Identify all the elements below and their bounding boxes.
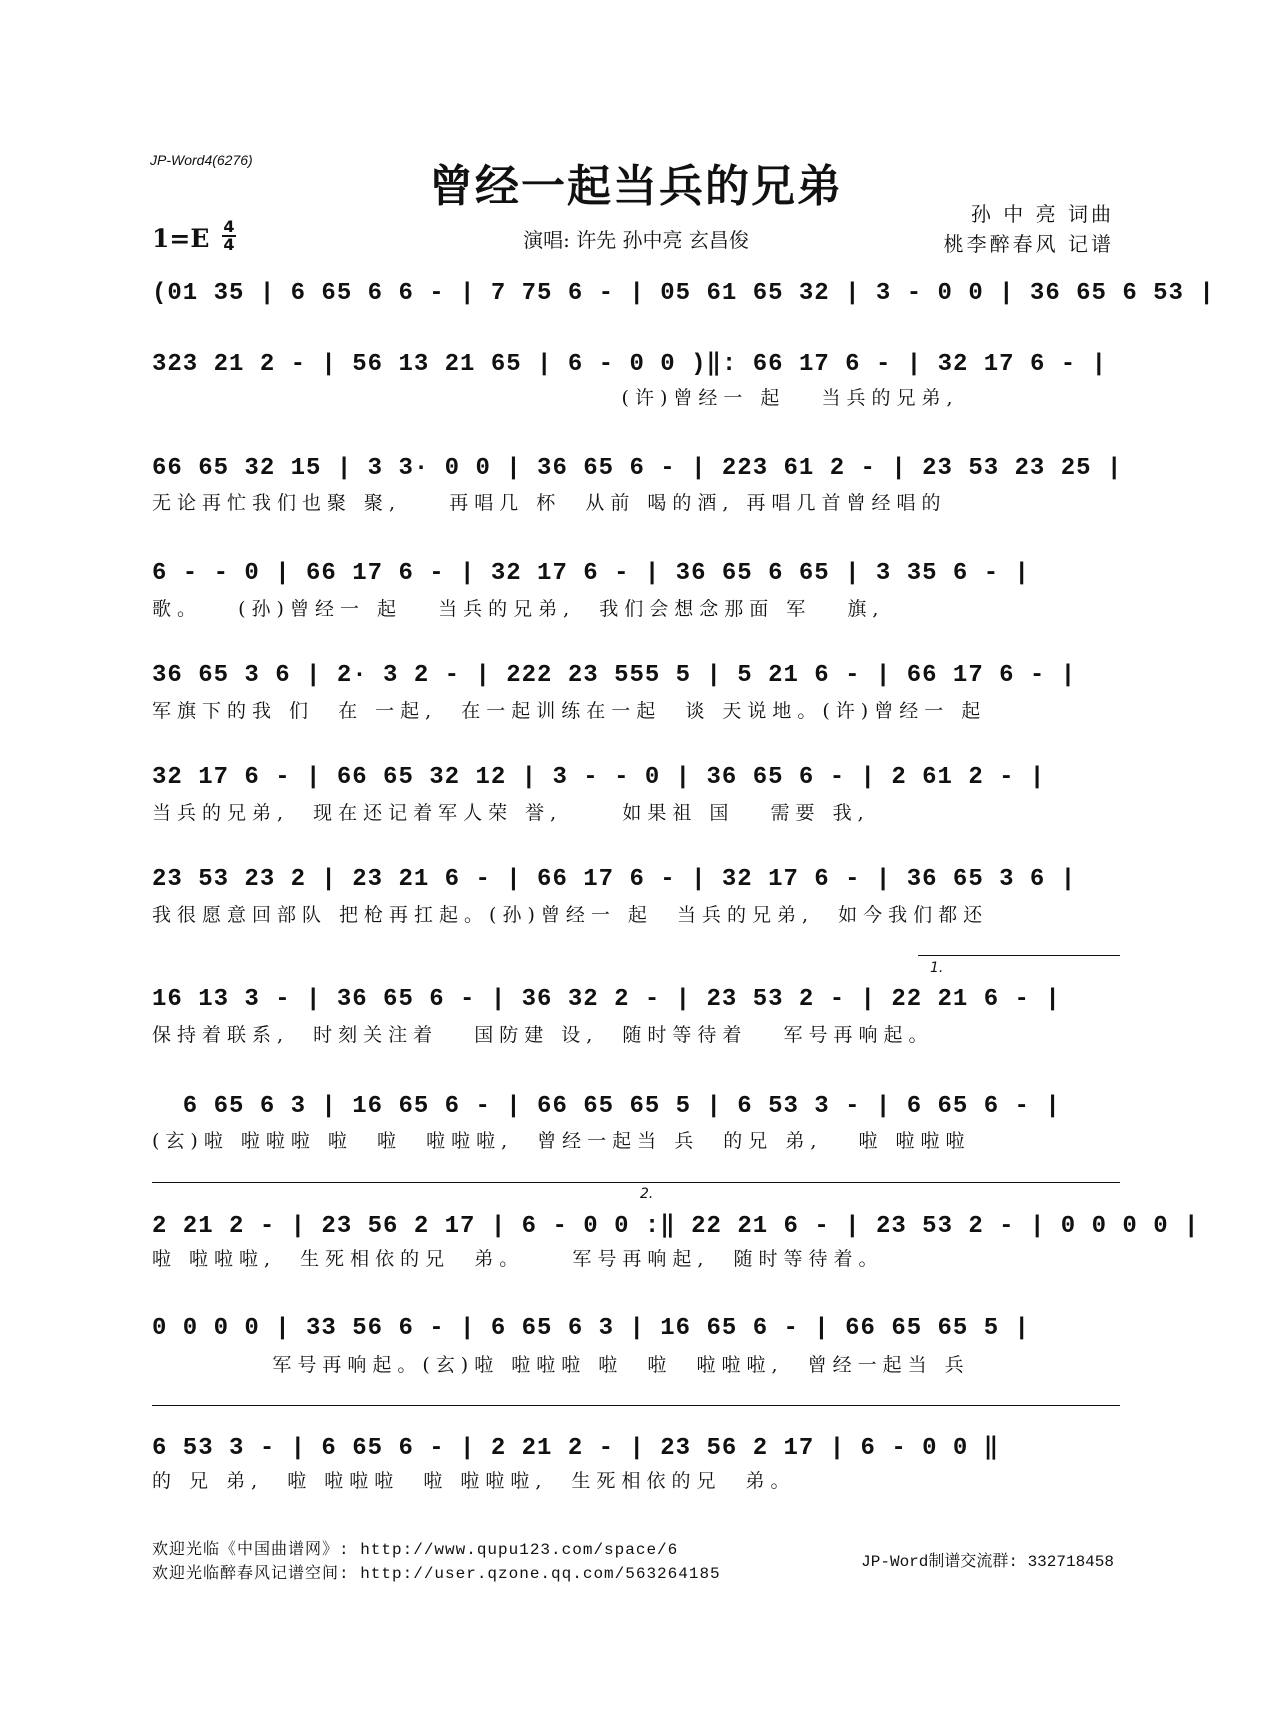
notation-line-7: 23 53 23 2 | 23 21 6 - | 66 17 6 - | 32 17 6 - | 36 65 3 6 |	[152, 866, 1077, 893]
volta-1-label: 1.	[930, 960, 944, 976]
line-12-rule	[152, 1405, 1120, 1406]
footer-group: JP-Word制谱交流群: 332718458	[861, 1553, 1114, 1571]
volta-2-bracket	[152, 1182, 1120, 1183]
lyric-line-5: 军旗下的我 们 在 一起, 在一起训练在一起 谈 天说地。(许)曾经一 起	[152, 700, 987, 722]
song-title: 曾经一起当兵的兄弟	[429, 161, 843, 212]
key-signature: 1=E	[152, 224, 210, 253]
lyric-line-9: (玄)啦 啦啦啦 啦 啦 啦啦啦, 曾经一起当 兵 的兄 弟, 啦 啦啦啦	[152, 1130, 971, 1152]
lyric-line-7: 我很愿意回部队 把枪再扛起。(孙)曾经一 起 当兵的兄弟, 如今我们都还	[152, 904, 989, 926]
notation-line-12: 6 53 3 - | 6 65 6 - | 2 21 2 - | 23 56 2 17 | 6 - 0 0 ‖	[152, 1435, 1000, 1462]
notation-line-3: 66 65 32 15 | 3 3· 0 0 | 36 65 6 - | 223 61 2 - | 23 53 23 25 |	[152, 455, 1123, 482]
time-signature-bottom: 4	[223, 235, 235, 254]
volta-1-bracket	[918, 955, 1120, 956]
lyric-line-6: 当兵的兄弟, 现在还记着军人荣 誉, 如果祖 国 需要 我,	[152, 802, 870, 824]
volta-2-label: 2.	[640, 1186, 654, 1202]
notation-line-6: 32 17 6 - | 66 65 32 12 | 3 - - 0 | 36 65 6 - | 2 61 2 - |	[152, 764, 1046, 791]
composer-credit: 孙 中 亮 词曲	[970, 202, 1114, 226]
lyric-line-11: 军号再响起。(玄)啦 啦啦啦 啦 啦 啦啦啦, 曾经一起当 兵	[152, 1354, 970, 1376]
lyric-line-3: 无论再忙我们也聚 聚, 再唱几 杯 从前 喝的酒, 再唱几首曾经唱的	[152, 492, 947, 514]
notation-line-2: 323 21 2 - | 56 13 21 65 | 6 - 0 0 )‖: 66 17 6 - | 32 17 6 - |	[152, 351, 1107, 378]
notation-line-11: 0 0 0 0 | 33 56 6 - | 6 65 6 3 | 16 65 6 - | 66 65 65 5 |	[152, 1315, 1030, 1342]
notation-line-8: 16 13 3 - | 36 65 6 - | 36 32 2 - | 23 53 2 - | 22 21 6 - |	[152, 986, 1061, 1013]
notation-line-4: 6 - - 0 | 66 17 6 - | 32 17 6 - | 36 65 6 65 | 3 35 6 - |	[152, 560, 1030, 587]
singers: 演唱: 许先 孙中亮 玄昌俊	[523, 228, 749, 252]
time-signature	[222, 217, 236, 254]
footer-link-qupu: 欢迎光临《中国曲谱网》: http://www.qupu123.com/space/6	[152, 1541, 679, 1559]
time-signature-top: 4	[223, 217, 235, 236]
notation-line-9: 6 65 6 3 | 16 65 6 - | 66 65 65 5 | 6 53 3 - | 6 65 6 - |	[152, 1093, 1061, 1120]
lyric-line-2: (许)曾经一 起 当兵的兄弟,	[152, 387, 959, 409]
footer-link-qzone: 欢迎光临醉春风记谱空间: http://user.qzone.qq.com/563264185	[152, 1565, 721, 1583]
transcriber-credit: 桃李醉春风 记谱	[943, 232, 1114, 256]
notation-line-10: 2 21 2 - | 23 56 2 17 | 6 - 0 0 :‖ 22 21 6 - | 23 53 2 - | 0 0 0 0 |	[152, 1213, 1200, 1240]
lyric-line-8: 保持着联系, 时刻关注着 国防建 设, 随时等待着 军号再响起。	[152, 1024, 934, 1046]
notation-line-5: 36 65 3 6 | 2· 3 2 - | 222 23 555 5 | 5 21 6 - | 66 17 6 - |	[152, 662, 1077, 689]
notation-line-1: (01 35 | 6 65 6 6 - | 7 75 6 - | 05 61 65 32 | 3 - 0 0 | 36 65 6 53 |	[152, 280, 1215, 307]
lyric-line-10: 啦 啦啦啦, 生死相依的兄 弟。 军号再响起, 随时等待着。	[152, 1248, 884, 1270]
lyric-line-4: 歌。 (孙)曾经一 起 当兵的兄弟, 我们会想念那面 军 旗,	[152, 598, 885, 620]
software-tag: JP-Word4(6276)	[150, 152, 253, 168]
lyric-line-12: 的 兄 弟, 啦 啦啦啦 啦 啦啦啦, 生死相依的兄 弟。	[152, 1470, 796, 1492]
